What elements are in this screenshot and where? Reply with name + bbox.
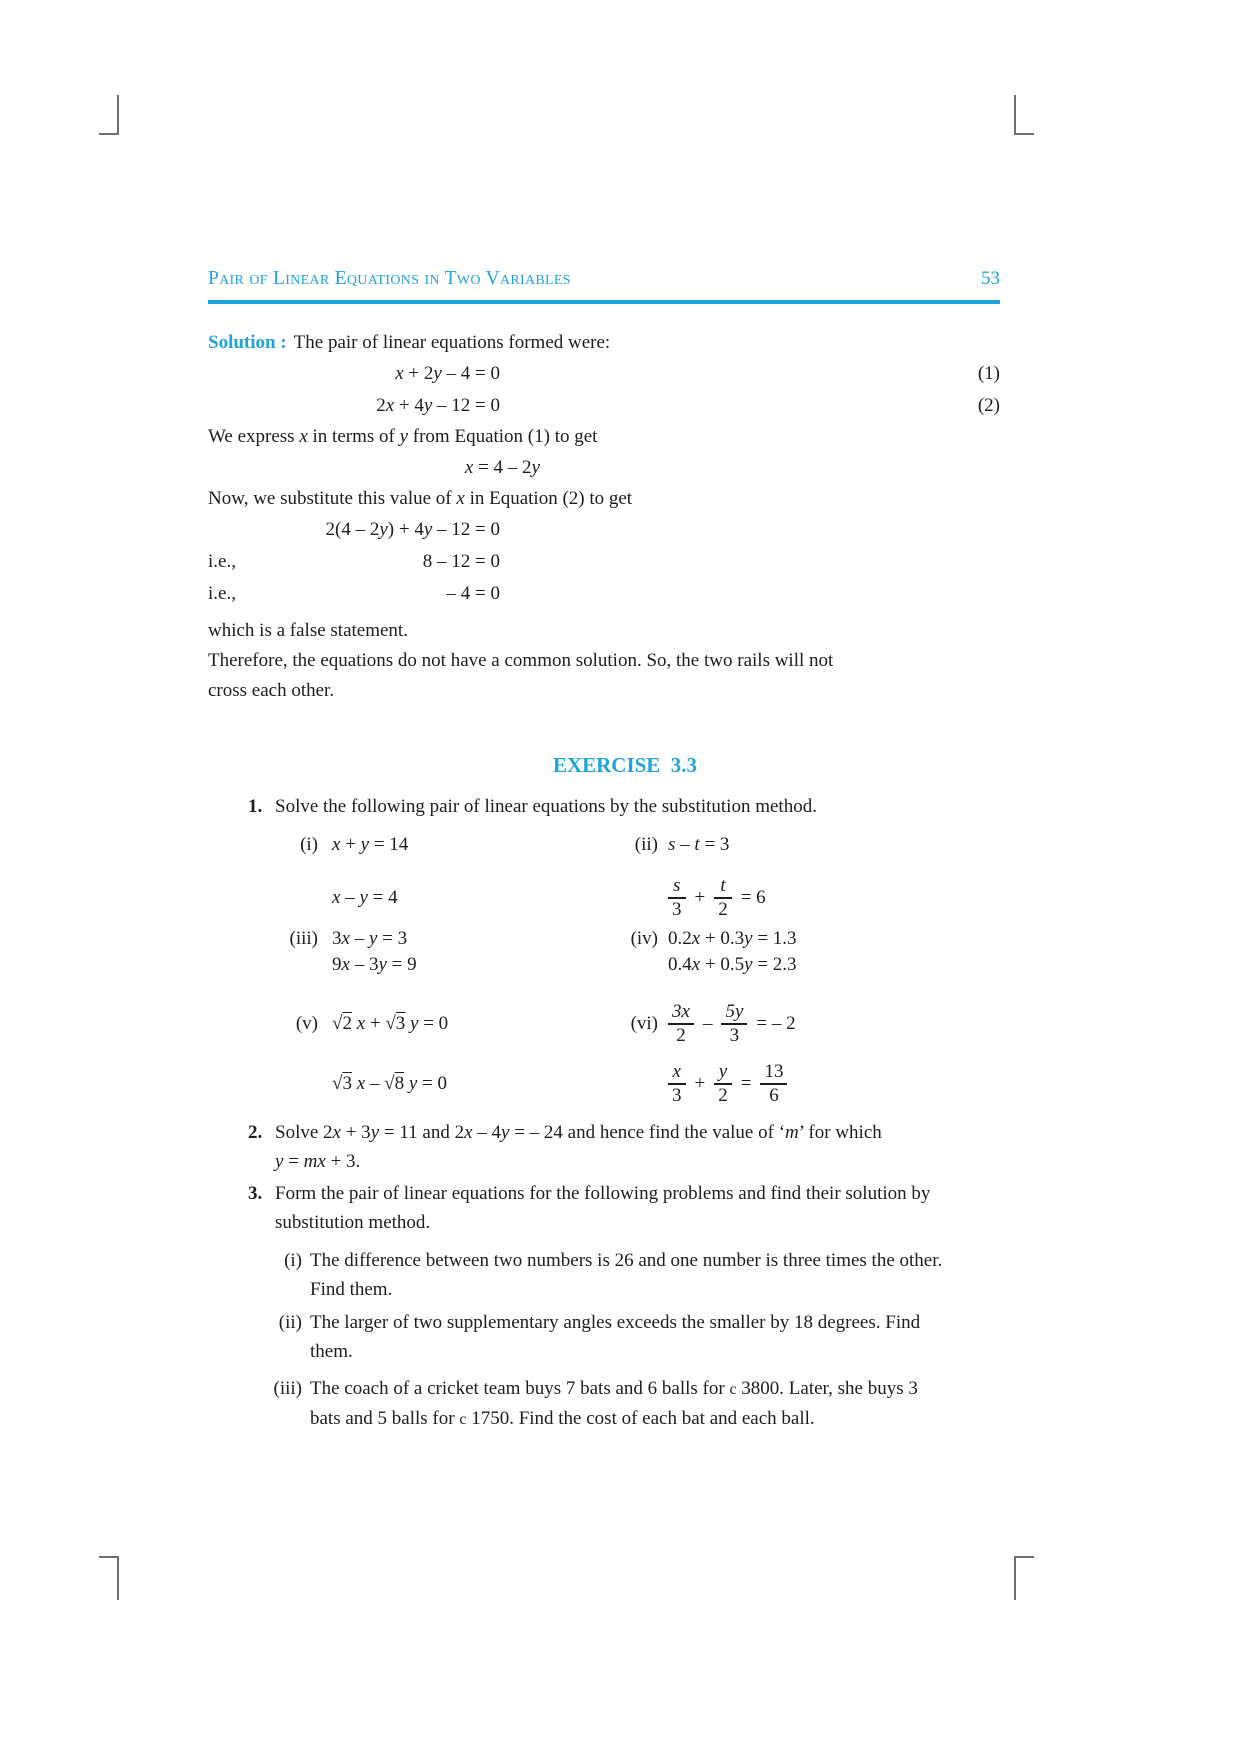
conclusion-line-2: cross each other.: [208, 680, 335, 701]
question-3-item-iii-line-2: bats and 5 balls for c 1750. Find the cost of each bat and each ball.: [310, 1408, 815, 1429]
question-1: [208, 792, 1000, 822]
question-3-number: 3.: [248, 1183, 263, 1204]
item-vi-equation-1: [668, 998, 1000, 1050]
item-i-marker: (i): [284, 1250, 302, 1271]
item-iii-marker: (iii): [273, 1378, 302, 1399]
question-3-item-iii: [208, 1374, 1000, 1434]
item-v: [208, 998, 637, 1110]
question-3-item-iii-line-1: The coach of a cricket team buys 7 bats and 6 balls for c 3800. Later, she buys 3: [310, 1378, 918, 1399]
ie-equation-1: 8 – 12 = 0: [422, 551, 500, 572]
question-3: [208, 1179, 1000, 1237]
item-v-equation-2: √3 x – √8 y = 0: [332, 1073, 447, 1094]
question-2-line-2: y = mx + 3.: [275, 1151, 361, 1172]
question-3-line-1: Form the pair of linear equations for the following problems and find their solution by: [275, 1183, 931, 1204]
equals-6: = 6: [740, 887, 766, 908]
question-2-number: 2.: [248, 1122, 263, 1143]
operator-plus: +: [694, 887, 706, 908]
equation-3-row: [208, 452, 1000, 484]
item-iv: [630, 926, 1000, 978]
question-3-item-i-line-1: The difference between two numbers is 26 and one number is three times the other.: [310, 1250, 943, 1271]
item-v-marker: (v): [295, 1013, 318, 1034]
equation-2-row: [208, 390, 1000, 422]
item-vi-equation-2: [668, 1058, 1000, 1110]
question-2: [208, 1118, 1000, 1176]
item-ii: [634, 830, 1000, 924]
item-iv-marker: (iv): [630, 928, 658, 949]
ie-row-2: [208, 578, 1000, 610]
item-i: [208, 830, 637, 924]
item-ii-marker: (ii): [634, 834, 658, 855]
equation-1: x + 2y – 4 = 0: [395, 363, 500, 384]
exercise-heading: EXERCISE 3.3: [552, 753, 698, 777]
question-3-item-ii: [208, 1308, 1000, 1366]
item-iii-marker: (iii): [289, 928, 318, 949]
item-iii-equation-1: 3x – y = 3: [332, 928, 408, 949]
operator-minus: –: [702, 1013, 713, 1034]
operator-plus: +: [694, 1073, 706, 1094]
question-2-line-1: Solve 2x + 3y = 11 and 2x – 4y = – 24 and hence find the value of ‘m’ for which: [275, 1122, 882, 1143]
item-iii-equation-2: 9x – 3y = 9: [332, 954, 417, 975]
fraction-y-2: $\frac{y}{2}$: [714, 1061, 732, 1107]
crop-mark-bottom-right-vertical: [1014, 1556, 1016, 1600]
header-rule: [208, 300, 1000, 304]
item-i-equation-1: x + y = 14: [332, 834, 409, 855]
exercise1-row-v-vi: [208, 998, 1000, 1110]
item-iii: [208, 926, 637, 978]
question-1-number: 1.: [248, 796, 263, 817]
fraction-5y-3: $\frac{5y}{3}$: [721, 1001, 747, 1047]
fraction-13-6: $\frac{13}{6}$: [760, 1061, 787, 1107]
express-line: We express x in terms of y from Equation (1) to get: [208, 426, 598, 447]
false-statement-line: which is a false statement.: [208, 620, 408, 641]
item-v-equation-1: √2 x + √3 y = 0: [332, 1013, 449, 1034]
substitute-line: Now, we substitute this value of x in Equation (2) to get: [208, 488, 633, 509]
equals-minus-2: = – 2: [756, 1013, 796, 1034]
crop-mark-bottom-right-horizontal: [1014, 1556, 1034, 1558]
equation-1-number: (1): [977, 363, 1000, 384]
question-3-line-2: substitution method.: [275, 1212, 431, 1233]
fraction-3x-2: $\frac{3x}{2}$: [668, 1001, 694, 1047]
chapter-running-head: Pair of Linear Equations in Two Variables: [208, 268, 571, 289]
ie-row-1: [208, 546, 1000, 578]
ie-label-1: i.e.,: [208, 551, 236, 572]
fraction-t-2: $\frac{t}{2}$: [714, 875, 732, 921]
equation-4-row: [208, 514, 1000, 546]
question-3-item-i: [208, 1246, 1000, 1304]
exercise1-row-i-ii: [208, 830, 1000, 924]
solution-intro: The pair of linear equations formed were:: [293, 332, 611, 353]
item-ii-equation-1: s – t = 3: [668, 834, 730, 855]
page-content: [208, 268, 1000, 1434]
item-i-marker: (i): [300, 834, 318, 855]
item-iv-equation-2: 0.4x + 0.5y = 2.3: [668, 954, 797, 975]
question-1-text: Solve the following pair of linear equations by the substitution method.: [275, 796, 817, 817]
crop-mark-bottom-left-vertical: [117, 1556, 119, 1600]
conclusion-line-1: Therefore, the equations do not have a common solution. So, the two rails will not: [208, 650, 834, 671]
exercise1-row-iii-iv: [208, 926, 1000, 978]
question-3-item-i-line-2: Find them.: [310, 1279, 393, 1300]
crop-mark-bottom-left-horizontal: [99, 1556, 119, 1558]
item-ii-equation-2: [668, 872, 1000, 924]
equation-2-number: (2): [977, 395, 1000, 416]
solution-paragraph: [208, 328, 1000, 358]
item-vi: [630, 998, 1000, 1110]
page-number: 53: [981, 268, 1000, 289]
crop-mark-top-right-horizontal: [1014, 133, 1034, 135]
equation-3: x = 4 – 2y: [464, 457, 540, 478]
question-3-item-ii-line-1: The larger of two supplementary angles exceeds the smaller by 18 degrees. Find: [310, 1312, 921, 1333]
equation-4: 2(4 – 2y) + 4y – 12 = 0: [325, 519, 500, 540]
fraction-x-3: $\frac{x}{3}$: [668, 1061, 686, 1107]
page-header: [208, 268, 1000, 292]
item-iv-equation-1: 0.2x + 0.3y = 1.3: [668, 928, 797, 949]
ie-equation-2: – 4 = 0: [446, 583, 500, 604]
equation-2: 2x + 4y – 12 = 0: [376, 395, 500, 416]
item-i-equation-2: x – y = 4: [332, 887, 398, 908]
crop-mark-top-left-horizontal: [99, 133, 119, 135]
item-ii-marker: (ii): [278, 1312, 302, 1333]
item-vi-marker: (vi): [630, 1013, 658, 1034]
equals-sign: =: [740, 1073, 752, 1094]
ie-label-2: i.e.,: [208, 583, 236, 604]
equation-1-row: [208, 358, 1000, 390]
solution-label: Solution :: [208, 332, 287, 353]
fraction-s-3: $\frac{s}{3}$: [668, 875, 686, 921]
crop-mark-top-left-vertical: [117, 95, 119, 135]
crop-mark-top-right-vertical: [1014, 95, 1016, 135]
question-3-item-ii-line-2: them.: [310, 1341, 353, 1362]
